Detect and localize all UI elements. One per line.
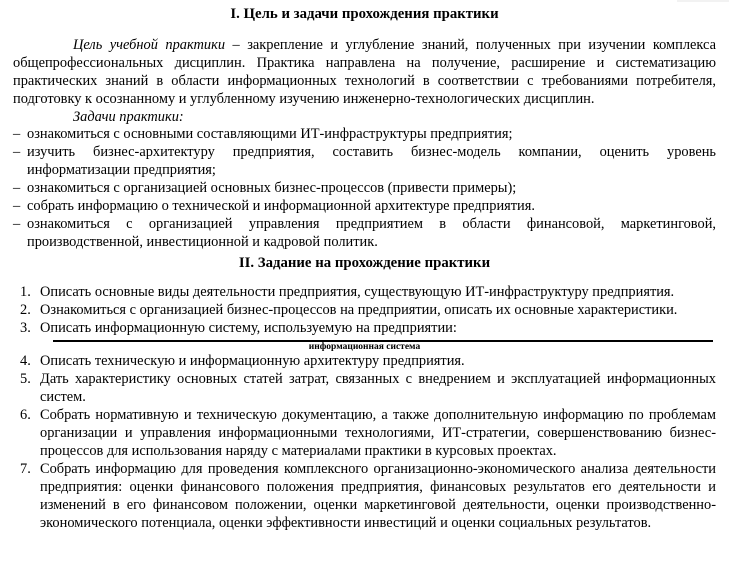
item-number: 4.	[20, 353, 31, 370]
task-item	[13, 144, 716, 180]
numbered-item	[13, 320, 716, 338]
section1-heading: I. Цель и задачи прохождения практики	[230, 6, 499, 22]
tasks-heading: Задачи практики:	[73, 108, 184, 125]
task-item-text: ознакомиться с организацией основных бизнес-процессов (привести примеры);	[27, 180, 517, 197]
dash-bullet-marker: –	[13, 180, 21, 197]
numbered-item-text: Описать информационную систему, используемую на предприятии:	[40, 319, 457, 336]
task-item	[13, 216, 716, 252]
dash-bullet-marker: –	[13, 126, 21, 143]
numbered-item-text: Описать основные виды деятельности предприятия, существующую ИТ-инфраструктуру предприятия.	[40, 283, 675, 300]
intro-lead-italic: Цель учебной практики	[73, 36, 226, 53]
task-item-text: собрать информацию о технической и информационной архитектуре предприятия.	[27, 198, 535, 215]
screen-edge-artifact	[677, 0, 729, 2]
item-number: 3.	[20, 319, 31, 336]
numbered-item	[13, 407, 716, 461]
numbered-item	[13, 284, 716, 302]
task-item	[13, 126, 716, 144]
dash-bullet-marker: –	[13, 215, 21, 232]
fill-in-caption: информационная система	[308, 342, 421, 353]
item-number: 1.	[20, 283, 31, 300]
numbered-item	[13, 371, 716, 407]
dash-bullet-marker: –	[13, 198, 21, 215]
numbered-item	[13, 353, 716, 371]
item-number: 5.	[20, 371, 31, 388]
task-item-text: ознакомиться с основными составляющими ИТ-инфраструктуры предприятия;	[27, 126, 513, 143]
task-item-text: ознакомиться с организацией управления предприятием в области финансовой, маркетинговой, производственной, инвестиционной и кадровой политик.	[27, 215, 716, 250]
intro-paragraph	[13, 37, 716, 109]
numbered-item-text: Собрать нормативную и техническую документацию, а также дополнительную информацию по проблемам организации и управления информационными технологиями, ИТ-стратегии, совершенствованию бизнес-процессов для использования наряду с материалами практики в курсовых проектах.	[40, 407, 716, 459]
intro-body-text: – закрепление и углубление знаний, полученных при изучении комплекса общепрофессиональных дисциплин. Практика направлена на получение, расширение и систематизацию практических знаний в области информационных технологий в соответствии с требованиями потребителя, подготовку к осознанному и углубленному изучению инженерно-технологических дисциплин.	[13, 36, 716, 107]
dash-bullet-marker: –	[13, 144, 21, 161]
task-item	[13, 198, 716, 216]
numbered-item-text: Ознакомиться с организацией бизнес-процессов на предприятии, описать их основные характеристики.	[40, 301, 678, 318]
numbered-item	[13, 302, 716, 320]
section2-heading: II. Задание на прохождение практики	[238, 254, 491, 271]
numbered-item-text: Дать характеристику основных статей затрат, связанных с внедрением и эксплуатацией информационных систем.	[40, 371, 716, 406]
numbered-item-text: Описать техническую и информационную архитектуру предприятия.	[40, 353, 465, 370]
numbered-item	[13, 461, 716, 533]
fill-in-blank-block	[13, 340, 716, 353]
item-number: 6.	[20, 407, 31, 424]
task-item	[13, 180, 716, 198]
item-number: 7.	[20, 460, 31, 477]
numbered-item-text: Собрать информацию для проведения комплексного организационно-экономического анализа деятельности предприятия: оценки финансового положения предприятия, финансовых результатов его деятельности и изменений в его финансовом положении, оценки маркетинговой деятельности, оценки производственно-экономического потенциала, оценки эффективности инвестиций и оценки социальных результатов.	[40, 460, 716, 531]
task-item-text: изучить бизнес-архитектуру предприятия, составить бизнес-модель компании, оценить уровень информатизации предприятия;	[27, 144, 716, 179]
item-number: 2.	[20, 301, 31, 318]
